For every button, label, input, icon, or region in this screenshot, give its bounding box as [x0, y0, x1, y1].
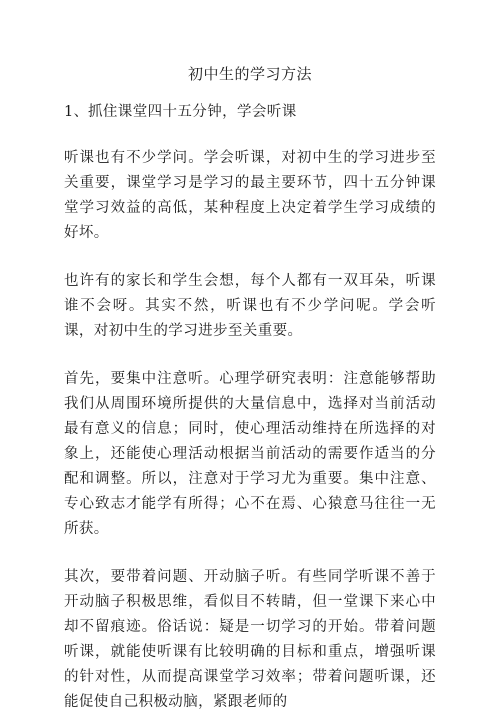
- section-heading: [64, 102, 436, 122]
- document-title: 初中生的学习方法: [187, 65, 312, 83]
- paragraph-4: 其次，要带着问题、开动脑子听。有些同学听课不善于开动脑子积极思维，看似目不转睛，但一堂课下来心中却不留痕迹。俗话说：疑是一切学习的开始。带着问题听课，就能使听课有比较明确的目标和重点，增强听课的针对性，从而提高课堂学习效率；带着问题听课，还能促使自己积极动脑，紧跟老师的: [64, 569, 436, 710]
- section-number: 1、: [64, 104, 89, 120]
- paragraph-2: 也许有的家长和学生会想，每个人都有一双耳朵，听课谁不会呀。其实不然，听课也有不少学问呢。学会听课，对初中生的学习进步至关重要。: [64, 273, 436, 339]
- paragraph-3: 首先，要集中注意听。心理学研究表明：注意能够帮助我们从周围环境所提供的大量信息中，选择对当前活动最有意义的信息；同时，使心理活动维持在所选择的对象上，还能使心理活动根据当前活动的需要作适当的分配和调整。所以，注意对于学习尤为重要。集中注意、专心致志才能学有所得；心不在焉、心猿意马往往一无所获。: [64, 371, 436, 537]
- section-heading-text: 抓住课堂四十五分钟，学会听课: [88, 104, 297, 120]
- paragraph-1: 听课也有不少学问。学会听课，对初中生的学习进步至关重要，课堂学习是学习的最主要环节，四十五分钟课堂学习效益的高低，某种程度上决定着学生学习成绩的好坏。: [64, 150, 436, 241]
